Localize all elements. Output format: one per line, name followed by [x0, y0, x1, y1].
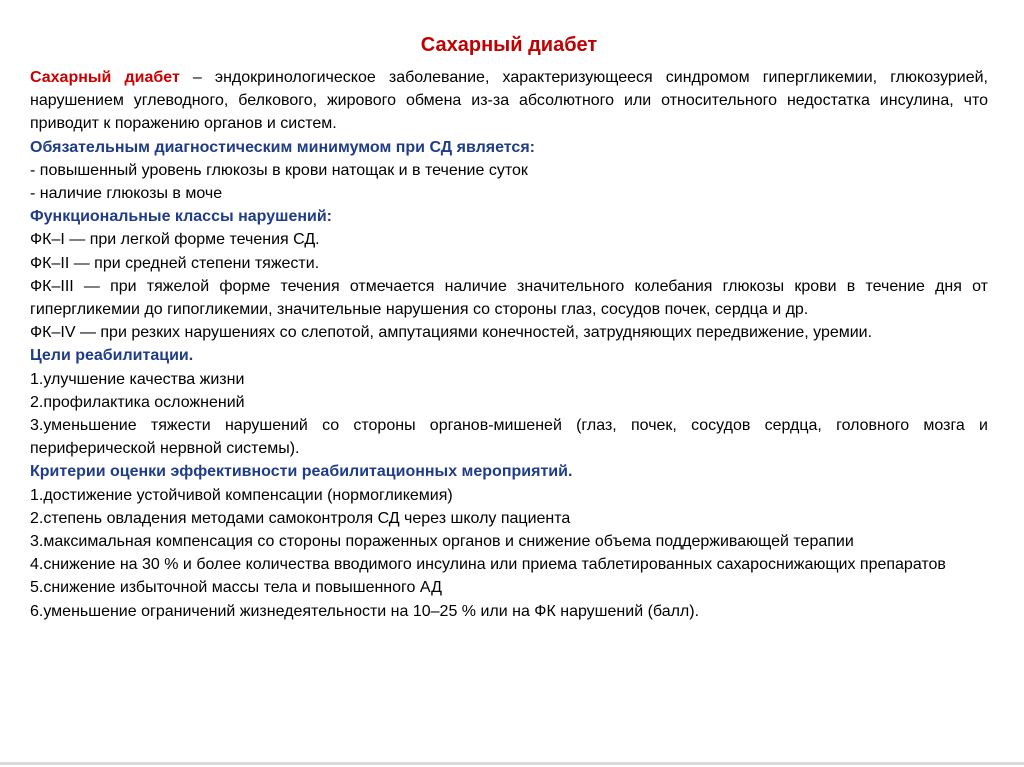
goal-item: 3.уменьшение тяжести нарушений со стороны органов-мишеней (глаз, почек, сосудов сердца, головного мозга и периферической нервной системы). — [30, 417, 988, 458]
class-item: ФК–II — при средней степени тяжести. — [30, 254, 320, 272]
goal-item: 1.улучшение качества жизни — [30, 370, 245, 388]
criteria-heading: Критерии оценки эффективности реабилитационных мероприятий. — [30, 463, 573, 481]
criteria-item: 3.максимальная компенсация со стороны пораженных органов и снижение объема поддерживающей терапии — [30, 533, 854, 551]
criteria-item: 5.снижение избыточной массы тела и повышенного АД — [30, 579, 442, 597]
criteria-item: 6.уменьшение ограничений жизнедеятельности на 10–25 % или на ФК нарушений (балл). — [30, 602, 700, 620]
classes-heading: Функциональные классы нарушений: — [30, 208, 332, 226]
class-item: ФК–I — при легкой форме течения СД. — [30, 231, 320, 249]
criteria-item: 4.снижение на 30 % и более количества вводимого инсулина или приема таблетированных сахароснижающих препаратов — [30, 556, 946, 574]
page-title: Сахарный диабет — [420, 34, 598, 56]
diagnostic-item: - повышенный уровень глюкозы в крови натощак и в течение суток — [30, 161, 528, 179]
diagnostic-item: - наличие глюкозы в моче — [30, 185, 223, 203]
definition-paragraph — [30, 66, 988, 136]
criteria-item: 1.достижение устойчивой компенсации (нормогликемия) — [30, 486, 453, 504]
bottom-divider — [0, 762, 1024, 765]
slide — [30, 32, 988, 752]
diagnostic-heading: Обязательным диагностическим минимумом при СД является: — [30, 138, 535, 156]
definition-text: – эндокринологическое заболевание, характеризующееся синдромом гипергликемии, глюкозурией, нарушением углеводного, белкового, жирового обмена из-за абсолютного или относительного недостатка инсулина, что приводит к поражению органов и систем. — [30, 69, 989, 133]
definition-term: Сахарный диабет — [30, 69, 180, 86]
class-item: ФК–IV — при резких нарушениях со слепотой, ампутациями конечностей, затрудняющих передвижение, уремии. — [30, 324, 873, 342]
class-item: ФК–III — при тяжелой форме течения отмечается наличие значительного колебания глюкозы крови в течение дня от гипергликемии до гипогликемии, значительные нарушения со стороны глаз, сосудов почек, сердца и др. — [30, 277, 988, 319]
goals-heading: Цели реабилитации. — [30, 347, 194, 365]
goal-item: 2.профилактика осложнений — [30, 393, 245, 411]
criteria-item: 2.степень овладения методами самоконтроля СД через школу пациента — [30, 509, 571, 527]
